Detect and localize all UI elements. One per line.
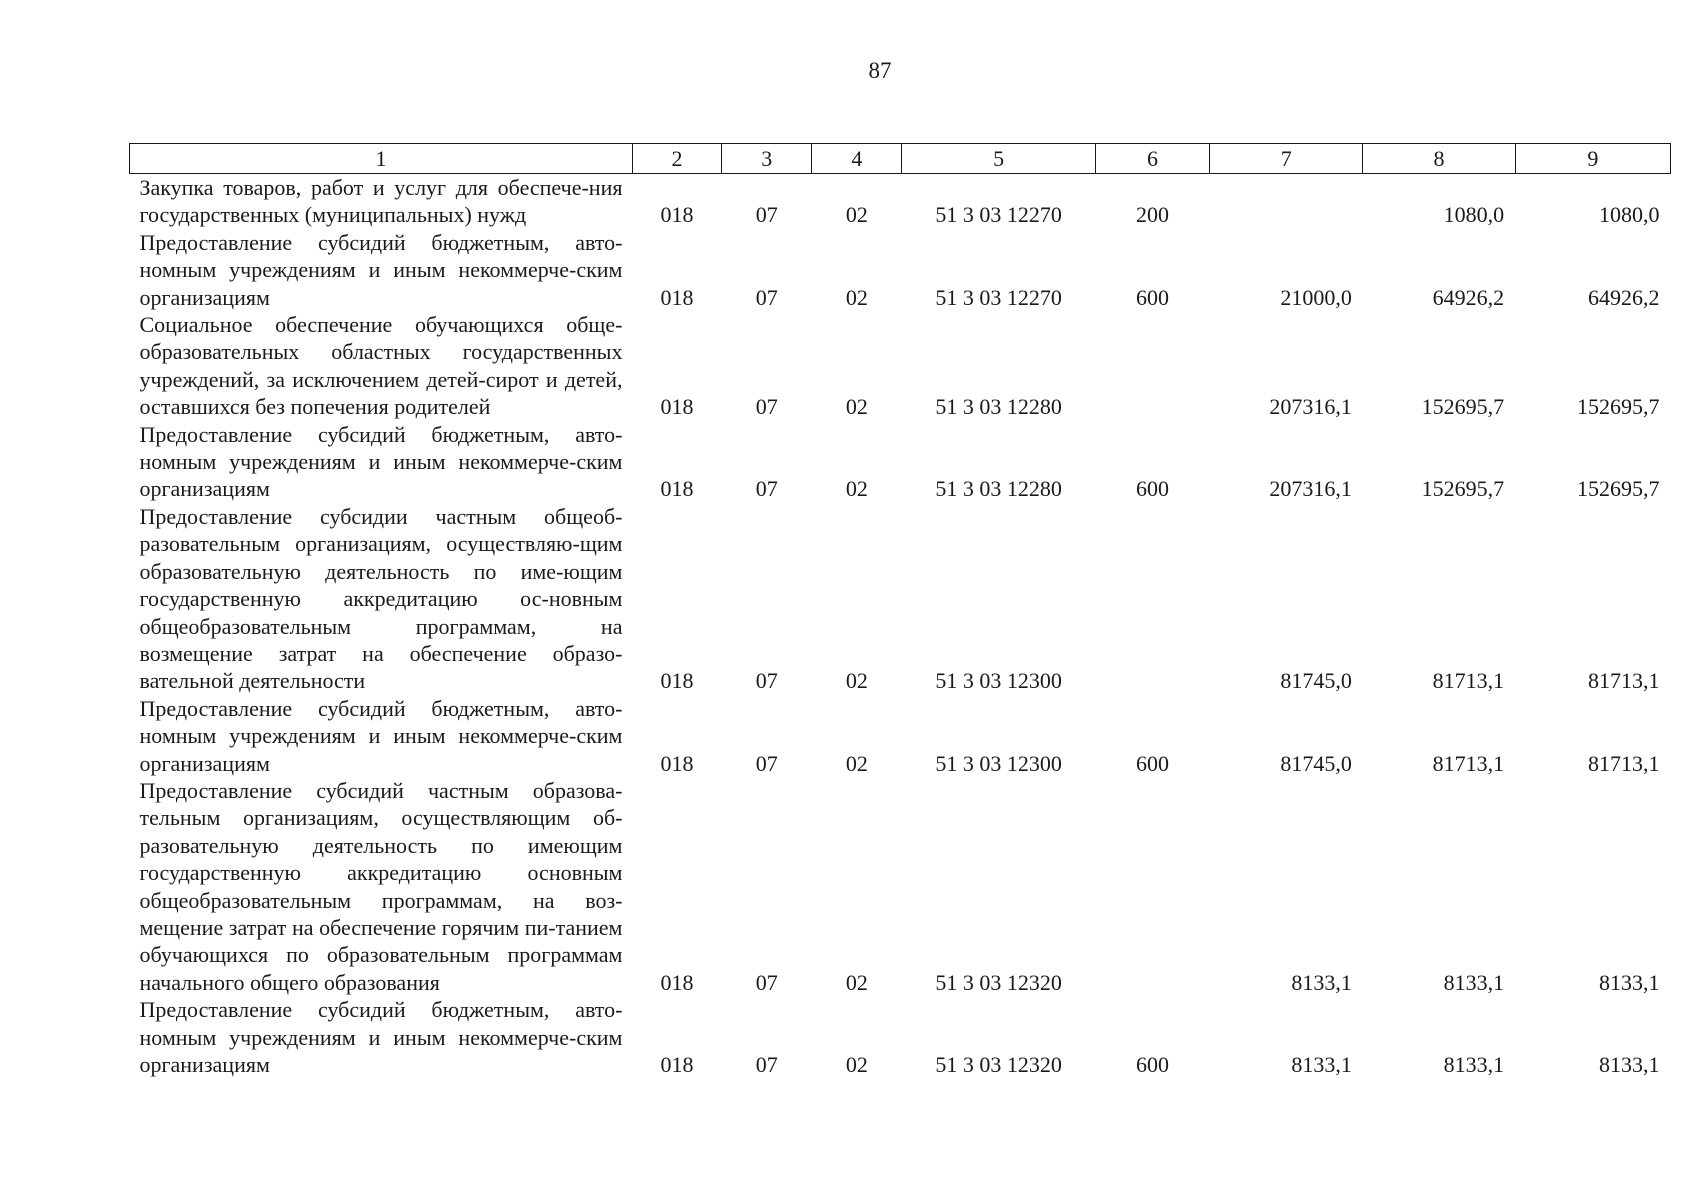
budget-table-container bbox=[129, 143, 1671, 1078]
row-amount-8: 1080,0 bbox=[1443, 202, 1505, 228]
row-amount-8: 8133,1 bbox=[1443, 969, 1505, 995]
row-amount-8: 81713,1 bbox=[1432, 750, 1505, 776]
header-row bbox=[130, 144, 1671, 174]
row-code-5: 51 3 03 12270 bbox=[935, 202, 1062, 228]
row-code-4: 02 bbox=[845, 1052, 868, 1077]
table-row bbox=[130, 503, 1671, 695]
row-code-3: 07 bbox=[755, 969, 778, 995]
table-row bbox=[130, 311, 1671, 421]
row-code-5: 51 3 03 12320 bbox=[935, 969, 1062, 995]
row-amount-9: 81713,1 bbox=[1588, 668, 1660, 694]
row-code-5: 51 3 03 12270 bbox=[935, 284, 1062, 310]
row-amount-9: 152695,7 bbox=[1577, 476, 1660, 502]
row-description: Закупка товаров, работ и услуг для обеспече-ния государственных (муниципальных) нужд bbox=[139, 175, 623, 228]
row-code-5: 51 3 03 12300 bbox=[935, 750, 1062, 776]
row-description: Предоставление субсидий бюджетным, авто-номным учреждениям и иным некоммерче-ским организациям bbox=[139, 997, 623, 1077]
header-col-5: 5 bbox=[902, 144, 1095, 174]
row-amount-9: 8133,1 bbox=[1599, 969, 1660, 995]
row-code-2: 018 bbox=[660, 668, 694, 694]
row-code-4: 02 bbox=[845, 394, 868, 420]
table-row bbox=[130, 174, 1671, 229]
row-code-3: 07 bbox=[755, 1052, 778, 1077]
header-col-8: 8 bbox=[1363, 144, 1515, 174]
row-code-2: 018 bbox=[660, 284, 694, 310]
row-amount-7: 207316,1 bbox=[1269, 394, 1352, 420]
row-amount-9: 81713,1 bbox=[1588, 750, 1660, 776]
header-col-9: 9 bbox=[1515, 144, 1670, 174]
row-amount-8: 81713,1 bbox=[1432, 668, 1505, 694]
row-code-6: 200 bbox=[1135, 202, 1169, 228]
row-description: Предоставление субсидий бюджетным, авто-номным учреждениям и иным некоммерче-ским организациям bbox=[139, 421, 623, 502]
row-amount-7 bbox=[1210, 174, 1363, 229]
row-code-6 bbox=[1095, 777, 1209, 996]
row-code-2: 018 bbox=[660, 394, 694, 420]
row-code-2: 018 bbox=[660, 476, 694, 502]
row-code-2: 018 bbox=[660, 1052, 694, 1077]
row-code-4: 02 bbox=[845, 969, 868, 995]
row-code-6 bbox=[1095, 503, 1209, 695]
row-amount-8: 152695,7 bbox=[1421, 394, 1505, 420]
row-description: Предоставление субсидий бюджетным, авто-номным учреждениям и иным некоммерче-ским организациям bbox=[139, 695, 623, 776]
table-row bbox=[130, 777, 1671, 996]
table-body bbox=[130, 174, 1671, 1079]
row-code-6: 600 bbox=[1135, 1052, 1169, 1077]
row-amount-7: 8133,1 bbox=[1291, 1052, 1352, 1077]
table-row bbox=[130, 421, 1671, 503]
row-amount-7: 207316,1 bbox=[1269, 476, 1352, 502]
row-description: Социальное обеспечение обучающихся обще-образовательных областных государственных учреждений, за исключением детей-сирот и детей, оставшихся без попечения родителей bbox=[139, 312, 623, 420]
row-code-6: 600 bbox=[1135, 476, 1169, 502]
row-code-3: 07 bbox=[755, 202, 778, 228]
page-number: 87 bbox=[868, 58, 892, 83]
header-col-3: 3 bbox=[722, 144, 812, 174]
table-row bbox=[130, 695, 1671, 777]
header-col-6: 6 bbox=[1095, 144, 1209, 174]
row-description: Предоставление субсидий частным образова-тельным организациям, осуществляющим об-разовательную деятельность по имеющим государственную аккредитацию основным общеобразовательным программам, на воз-мещение затрат на обеспечение горячим пи-танием обучающихся по образовательным программам начального общего образования bbox=[139, 777, 623, 995]
row-code-5: 51 3 03 12320 bbox=[935, 1052, 1062, 1077]
row-code-4: 02 bbox=[845, 202, 868, 228]
row-description: Предоставление субсидии частным общеоб-разовательным организациям, осуществляю-щим образовательную деятельность по име-ющим государственную аккредитацию ос-новным общеобразовательным программам, на возмещение затрат на обеспечение образо-вательной деятельности bbox=[139, 503, 623, 694]
row-code-3: 07 bbox=[755, 668, 778, 694]
row-amount-9: 8133,1 bbox=[1599, 1052, 1660, 1077]
row-code-5: 51 3 03 12280 bbox=[935, 476, 1062, 502]
row-code-2: 018 bbox=[660, 202, 694, 228]
row-code-2: 018 bbox=[660, 750, 694, 776]
header-col-1: 1 bbox=[130, 144, 633, 174]
table-row bbox=[130, 996, 1671, 1078]
row-amount-9: 1080,0 bbox=[1599, 202, 1660, 228]
table-header bbox=[130, 144, 1671, 174]
header-col-4: 4 bbox=[812, 144, 902, 174]
budget-table bbox=[129, 143, 1671, 1078]
row-amount-7: 81745,0 bbox=[1280, 668, 1352, 694]
row-amount-7: 21000,0 bbox=[1280, 284, 1352, 310]
row-amount-7: 8133,1 bbox=[1291, 969, 1352, 995]
row-code-5: 51 3 03 12280 bbox=[935, 394, 1062, 420]
row-code-3: 07 bbox=[755, 394, 778, 420]
row-amount-8: 64926,2 bbox=[1432, 284, 1505, 310]
row-code-4: 02 bbox=[845, 750, 868, 776]
table-row bbox=[130, 229, 1671, 311]
row-code-4: 02 bbox=[845, 284, 868, 310]
row-code-3: 07 bbox=[755, 284, 778, 310]
header-col-2: 2 bbox=[632, 144, 721, 174]
row-amount-8: 8133,1 bbox=[1443, 1052, 1505, 1077]
row-description: Предоставление субсидий бюджетным, авто-номным учреждениям и иным некоммерче-ским организациям bbox=[139, 229, 623, 310]
row-code-6 bbox=[1095, 311, 1209, 421]
row-code-3: 07 bbox=[755, 476, 778, 502]
header-col-7: 7 bbox=[1210, 144, 1363, 174]
row-amount-7: 81745,0 bbox=[1280, 750, 1352, 776]
row-code-2: 018 bbox=[660, 969, 694, 995]
row-code-4: 02 bbox=[845, 668, 868, 694]
row-amount-9: 152695,7 bbox=[1577, 394, 1660, 420]
row-amount-8: 152695,7 bbox=[1421, 476, 1505, 502]
row-code-3: 07 bbox=[755, 750, 778, 776]
row-amount-9: 64926,2 bbox=[1588, 284, 1660, 310]
row-code-5: 51 3 03 12300 bbox=[935, 668, 1062, 694]
row-code-6: 600 bbox=[1135, 750, 1169, 776]
row-code-4: 02 bbox=[845, 476, 868, 502]
row-code-6: 600 bbox=[1135, 284, 1169, 310]
